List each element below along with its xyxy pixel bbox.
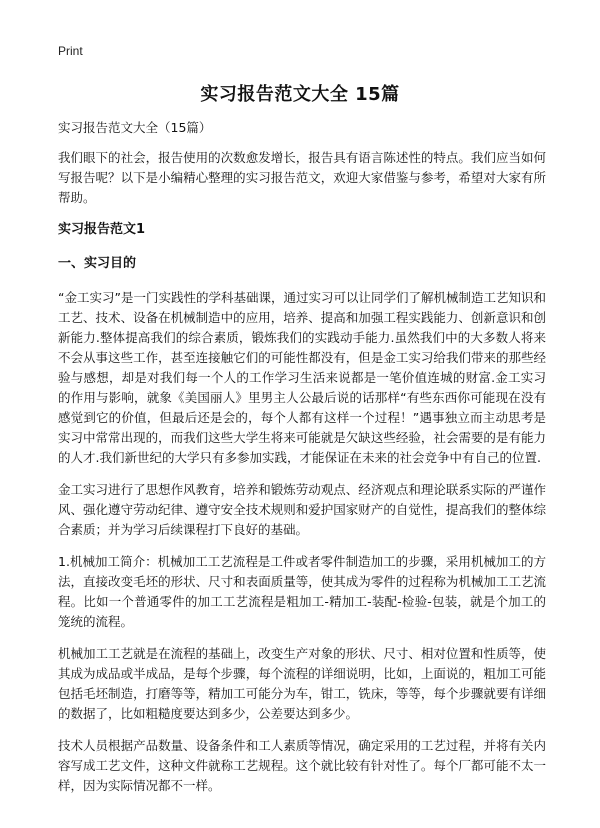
subsection-heading: 一、实习目的 bbox=[58, 256, 137, 271]
body-paragraph: 金工实习进行了思想作风教育，培养和锻炼劳动观点、经济观点和理论联系实际的严谨作风、强化遵守劳动纪律、遵守安全技术规则和爱护国家财产的自觉性，提高我们的整体综合素质；并为学习后续课程打下良好的基础。 bbox=[58, 482, 546, 537]
print-label: Print bbox=[58, 44, 83, 58]
body-paragraph: 1.机械加工简介：机械加工工艺流程是工件或者零件制造加工的步骤，采用机械加工的方法，直接改变毛坯的形状、尺寸和表面质量等，使其成为零件的过程称为机械加工工艺流程。比如一个普通零件的加工工艺流程是粗加工-精加工-装配-检验-包装，就是个加工的笼统的流程。 bbox=[58, 554, 546, 629]
intro-paragraph: 我们眼下的社会，报告使用的次数愈发增长，报告具有语言陈述性的特点。我们应当如何写报告呢？以下是小编精心整理的实习报告范文，欢迎大家借鉴与参考，希望对大家有所帮助。 bbox=[58, 150, 546, 205]
document-body bbox=[58, 118, 546, 808]
body-paragraph: 机械加工工艺就是在流程的基础上，改变生产对象的形状、尺寸、相对位置和性质等，使其成为成品或半成品，是每个步骤，每个流程的详细说明，比如，上面说的，粗加工可能包括毛坯制造，打磨等等，精加工可能分为车，钳工，铣床，等等，每个步骤就要有详细的数据了，比如粗糙度要达到多少，公差要达到多少。 bbox=[58, 646, 546, 721]
document-subtitle: 实习报告范文大全（15篇） bbox=[58, 120, 212, 135]
document-title: 实习报告范文大全 15篇 bbox=[200, 84, 400, 105]
body-paragraph: 技术人员根据产品数量、设备条件和工人素质等情况，确定采用的工艺过程，并将有关内容写成工艺文件，这种文件就称工艺规程。这个就比较有针对性了。每个厂都可能不太一样，因为实际情况都不一样。 bbox=[58, 738, 546, 793]
body-paragraph: “金工实习”是一门实践性的学科基础课，通过实习可以让同学们了解机械制造工艺知识和工艺、技术、设备在机械制造中的应用，培养、提高和加强工程实践能力、创新意识和创新能力.整体提高我们的综合素质，锻炼我们的实践动手能力.虽然我们中的大多数人将来不会从事这些工作，甚至连接触它们的可能性都没有，但是金工实习给我们带来的那些经验与感想，却是对我们每一个人的工作学习生活来说都是一笔价值连城的财富.金工实习的作用与影响，就象《美国丽人》里男主人公最后说的话那样“有些东西你可能现在没有感觉到它的价值，但最后还是会的，每个人都有这样一个过程！”遇事独立而主动思考是实习中常常出现的，而我们这些大学生将来可能就是欠缺这些经验，社会需要的是有能力的人才.我们新世纪的大学只有多参加实践，才能保证在未来的社会竞争中有自己的位置. bbox=[58, 290, 546, 465]
section-heading: 实习报告范文1 bbox=[58, 222, 146, 237]
